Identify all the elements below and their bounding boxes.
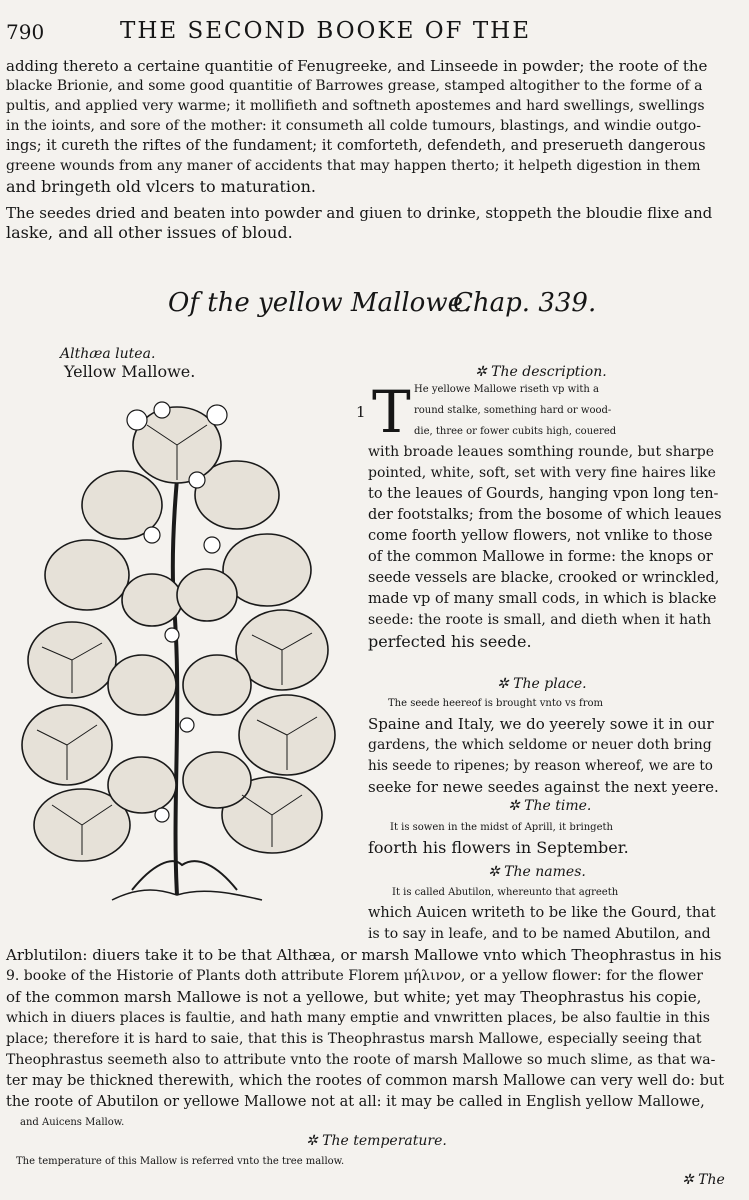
text-line: ings; it cureth the riftes of the fundament; it comforteth, defendeth, and preserueth dangerous [6,138,706,154]
text-line: perfected his seede. [368,632,532,651]
yellow-mallow-woodcut [12,385,352,910]
text-line: in the ioints, and sore of the mother: it consumeth all colde tumours, blastings, and windie outgo- [6,118,701,134]
text-line: round stalke, something hard or wood- [414,405,612,416]
text-line: adding thereto a certaine quantitie of Fenugreeke, and Linseede in powder; the roote of the [6,57,708,75]
figure-english-caption: Yellow Mallowe. [64,362,196,381]
text-line: Arblutilon: diuers take it to be that Althæa, or marsh Mallowe vnto which Theophrastus in his [6,946,722,964]
catchword: ✲ The [682,1172,725,1188]
text-line: He yellowe Mallowe riseth vp with a [414,384,599,395]
text-line: and Auicens Mallow. [20,1117,125,1128]
description-heading: ✲ The description. [475,364,607,380]
text-line: gardens, the which seldome or neuer doth bring [368,737,712,753]
text-line: his seede to ripenes; by reason whereof, we are to [368,758,713,774]
text-line: Theophrastus seemeth also to attribute vnto the roote of marsh Mallowe so much slime, as that wa- [6,1052,716,1068]
text-line: seeke for newe seedes against the next yeere. [368,778,719,796]
text-line: foorth his flowers in September. [368,838,629,857]
text-line: which in diuers places is faultie, and hath many emptie and vnwritten places, be also faultie in this [6,1010,710,1026]
text-line: The seede heereof is brought vnto vs from [388,698,603,709]
text-line: It is called Abutilon, whereunto that agreeth [392,887,619,898]
text-line: the roote of Abutilon or yellowe Mallowe not at all: it may be called in English yellow Mallowe, [6,1094,705,1110]
time-heading: ✲ The time. [508,798,592,814]
text-line: of the common Mallowe in forme: the knops or [368,549,713,565]
text-line: Spaine and Italy, we do yeerely sowe it in our [368,715,714,733]
text-line: pultis, and applied very warme; it mollifieth and softneth apostemes and hard swellings, swellings [6,98,705,114]
text-line: The seedes dried and beaten into powder and giuen to drinke, stoppeth the bloudie flixe and [6,204,713,222]
text-line: laske, and all other issues of bloud. [6,223,293,242]
description-marker: 1 [356,403,366,421]
text-line: It is sowen in the midst of Aprill, it bringeth [390,822,613,833]
text-line: die, three or fower cubits high, couered [414,426,617,437]
place-heading: ✲ The place. [497,676,587,692]
text-line: to the leaues of Gourds, hanging vpon long ten- [368,486,719,502]
text-line: 9. booke of the Historie of Plants doth attribute Florem μήλινον, or a yellow flower: for the flower [6,968,703,984]
text-line: which Auicen writeth to be like the Gourd, that [368,905,716,921]
text-line: of the common marsh Mallowe is not a yellowe, but white; yet may Theophrastus his copie, [6,988,702,1006]
figure-latin-caption: Althæa lutea. [60,346,156,362]
text-line: and bringeth old vlcers to maturation. [6,177,316,196]
text-line: der footstalks; from the bosome of which leaues [368,507,722,523]
text-line: seede vessels are blacke, crooked or wrinckled, [368,570,720,586]
text-line: seede: the roote is small, and dieth when it hath [368,612,712,628]
running-title: THE SECOND BOOKE OF THE [120,18,532,44]
text-line: come foorth yellow flowers, not vnlike to those [368,528,713,544]
page-number: 790 [6,20,45,44]
text-line: pointed, white, soft, set with very fine haires like [368,465,716,481]
chapter-title: Of the yellow Mallowe. [168,288,472,318]
text-line: greene wounds from any maner of accidents that may happen therto; it helpeth digestion in them [6,158,701,174]
text-line: ter may be thickned therewith, which the rootes of common marsh Mallowe can very well do: but [6,1073,725,1089]
names-heading: ✲ The names. [488,864,586,880]
text-line: made vp of many small cods, in which is blacke [368,591,717,607]
chapter-number: Chap. 339. [453,288,597,318]
temperature-heading: ✲ The temperature. [306,1133,447,1149]
description-dropcap: T [372,378,411,446]
text-line: is to say in leafe, and to be named Abutilon, and [368,926,711,942]
text-line: blacke Brionie, and some good quantitie of Barrowes grease, stamped altogither to the forme of a [6,78,703,94]
text-line: place; therefore it is hard to saie, that this is Theophrastus marsh Mallowe, especially seeing that [6,1031,702,1047]
text-line: with broade leaues somthing rounde, but sharpe [368,444,715,460]
temperature-line: The temperature of this Mallow is referred vnto the tree mallow. [16,1156,345,1167]
